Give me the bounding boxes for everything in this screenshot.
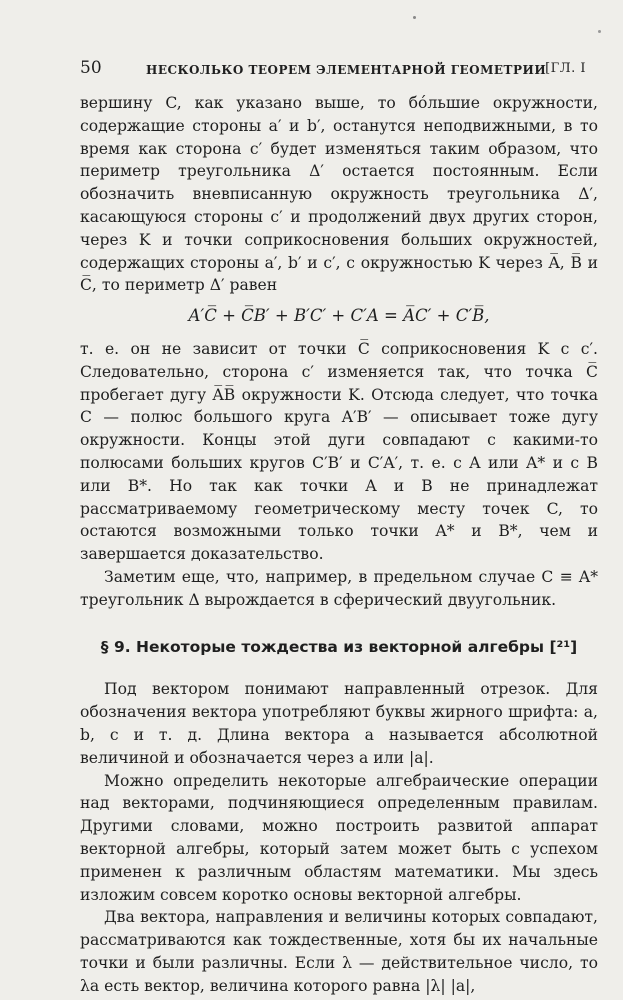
section-heading: § 9. Некоторые тождества из векторной алгебры [²¹]	[100, 637, 578, 656]
chapter-marker: [ГЛ. I	[545, 61, 586, 76]
page-body	[80, 92, 598, 997]
paragraph: Под вектором понимают направленный отрезок. Для обозначения вектора употребляют буквы жирного шрифта: a, b, c и т. д. Длина вектора a называется абсолютной величиной и обозначается через a или |a|.	[80, 680, 598, 767]
paragraph: Заметим еще, что, например, в предельном случае C ≡ A* треугольник Δ вырождается в сферический двуугольник.	[80, 567, 598, 609]
paragraph: Можно определить некоторые алгебраические операции над векторами, подчиняющиеся определенным правилам. Другими словами, можно построить развитой аппарат векторной алгебры, который затем может быть с успехом применен к различным областям математики. Мы здесь изложим совсем коротко основы векторной алгебры.	[80, 771, 598, 904]
formula: A′C̅ + C̅B′ + B′C′ + C′A = A̅C′ + C′B̅,	[188, 306, 490, 326]
paper-speck	[413, 16, 416, 19]
paragraph: вершину C, как указано выше, то бо́льшие окружности, содержащие стороны a′ и b′, останутся неподвижными, в то время как сторона c′ будет изменяться таким образом, что периметр треугольника Δ′ остается постоянным. Если обозначить вневписанную окружность треугольника Δ′, касающуюся стороны c′ и продолжений двух других сторон, через K и точки соприкосновения больших окружностей, содержащих стороны a′, b′ и c′, с окружностью K через A̅, B̅ и C̅, то периметр Δ′ равен	[80, 94, 598, 295]
page-number: 50	[80, 58, 102, 78]
header-title: НЕСКОЛЬКО ТЕОРЕМ ЭЛЕМЕНТАРНОЙ ГЕОМЕТРИИ	[146, 63, 547, 77]
paper-speck	[598, 30, 601, 33]
paragraph: Два вектора, направления и величины которых совпадают, рассматриваются как тождественные, хотя бы их начальные точки и были различны. Если λ — действительное число, то λa есть вектор, величина которого равна |λ| |a|,	[80, 908, 598, 995]
paragraph: т. е. он не зависит от точки C̅ соприкосновения K с c′. Следовательно, сторона c′ изменяется так, что точка C̅ пробегает дугу A̅B̅ окружности K. Отсюда следует, что точка C — полюс большого круга A′B′ — описывает тоже дугу окружности. Концы этой дуги совпадают с какими-то полюсами больших кругов C′B′ и C′A′, т. е. с A или A* и с B или B*. Но так как точки A и B не принадлежат рассматриваемому геометрическому месту точек C, то остаются возможными только точки A* и B*, чем и завершается доказательство.	[80, 339, 598, 564]
running-header	[80, 60, 598, 82]
